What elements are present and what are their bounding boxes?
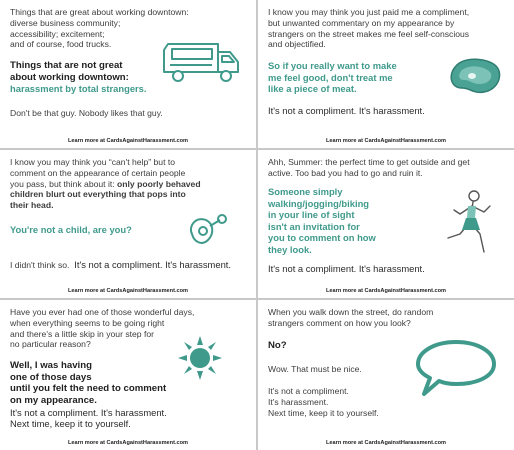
card-closing: It's not a compliment. It's harassment. [268, 263, 425, 274]
card-reply: Wow. That must be nice. [268, 364, 362, 374]
card-child [0, 150, 256, 298]
card-wonderful-day [0, 300, 256, 450]
card-closing: It's not a compliment. It's harassment. Next time, keep it to yourself. [268, 386, 379, 418]
card-closing: I didn't think so. It's not a compliment. It's harassment. [10, 259, 232, 270]
card-intro: Have you ever had one of those wonderful days, when everything seems to be going right and there's a little skip in your step for no particular reason? [10, 307, 195, 350]
card-intro: When you walk down the street, do random strangers comment on how you look? [268, 307, 434, 328]
card-walk-street [258, 300, 514, 450]
card-closing: It's not a compliment. It's harassment. [268, 105, 425, 116]
jogger-icon [440, 188, 500, 262]
card-message: So if you really want to make me feel good, don't treat me like a piece of meat. [268, 60, 397, 95]
card-intro: Ahh, Summer: the perfect time to get outside and get active. Too bad you had to go and ruin it. [268, 157, 470, 178]
card-summer [258, 150, 514, 298]
card-message: Things that are not great about working downtown: harassment by total strangers. [10, 60, 147, 95]
speech-bubble-icon [414, 338, 498, 400]
card-message: Someone simply walking/jogging/biking in your line of sight isn't an invitation for you to comment on how they look. [268, 186, 376, 255]
sun-icon [178, 336, 222, 380]
card-downtown [0, 0, 256, 148]
card-intro: Things that are great about working downtown: diverse business community; accessibility; excitement; and of course, food trucks. [10, 7, 189, 50]
card-meat [258, 0, 514, 148]
card-intro: I know you may think you “can't help” but to comment on the appearance of certain people you pass, but think about it: only poorly behaved children blurt out everything that pops into their head. [10, 157, 201, 211]
card-closing: Don't be that guy. Nobody likes that guy. [10, 108, 163, 118]
card-closing: It's not a compliment. It's harassment. Next time, keep it to yourself. [10, 407, 167, 429]
card-message: Well, I was having one of those days until you felt the need to comment on my appearance. [10, 360, 167, 406]
food-truck-icon [160, 38, 242, 86]
pacifier-icon [186, 212, 230, 252]
card-question: No? [268, 340, 287, 351]
card-message: You're not a child, are you? [10, 224, 132, 235]
card-intro: I know you may think you just paid me a compliment, but unwanted commentary on my appearance by strangers on the street makes me feel self-conscious and objectified. [268, 7, 470, 50]
steak-icon [448, 56, 504, 98]
card-footer: Learn more at CardsAgainstHarassment.com [68, 440, 188, 446]
card-footer: Learn more at CardsAgainstHarassment.com [68, 138, 188, 144]
card-footer: Learn more at CardsAgainstHarassment.com [326, 440, 446, 446]
card-footer: Learn more at CardsAgainstHarassment.com [68, 288, 188, 294]
card-footer: Learn more at CardsAgainstHarassment.com [326, 138, 446, 144]
card-footer: Learn more at CardsAgainstHarassment.com [326, 288, 446, 294]
